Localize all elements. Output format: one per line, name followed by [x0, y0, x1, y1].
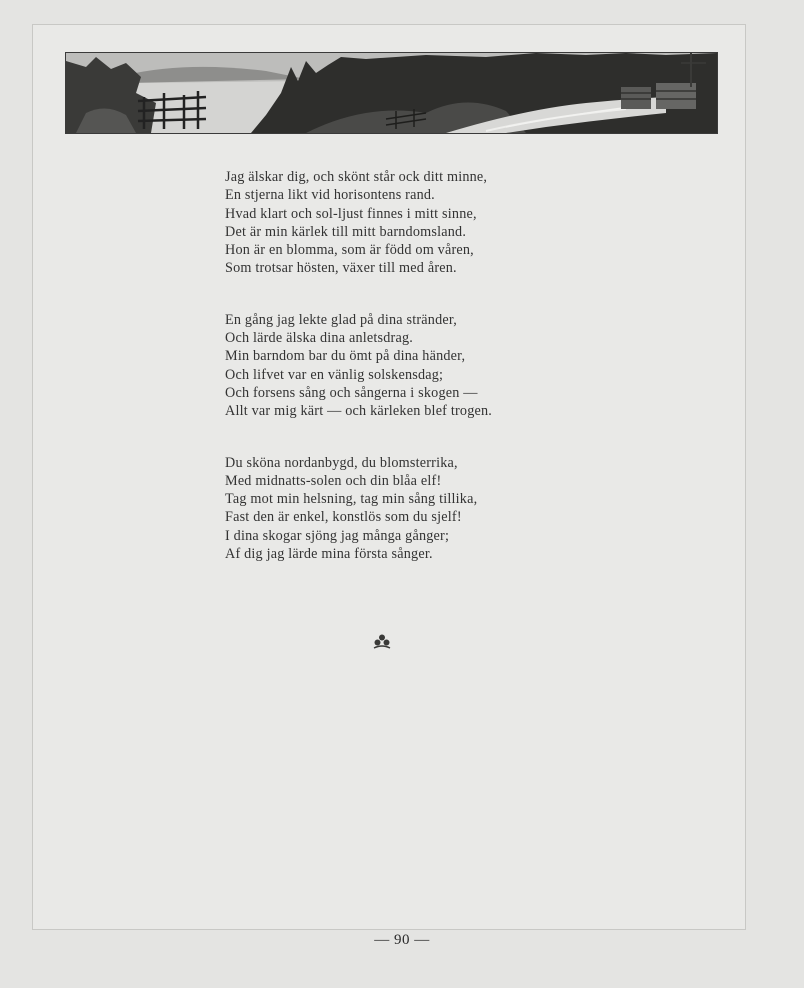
- poem-line: I dina skogar sjöng jag många gånger;: [225, 527, 450, 544]
- poem-line: Hvad klart och sol-ljust finnes i mitt sinne,: [225, 205, 477, 222]
- poem-line: Hon är en blomma, som är född om våren,: [225, 242, 474, 259]
- poem-line: Du sköna nordanbygd, du blomsterrika,: [225, 454, 458, 471]
- poem-line: En gång jag lekte glad på dina stränder,: [225, 311, 457, 328]
- page-number: — 90 —: [374, 932, 430, 948]
- poem-line: Och lifvet var en vänlig solskensdag;: [225, 366, 444, 383]
- stanza-1: [225, 168, 585, 278]
- stanza-2: [225, 311, 585, 421]
- clover-ornament-icon: [372, 633, 392, 651]
- poem-line: Som trotsar hösten, växer till med åren.: [225, 260, 457, 277]
- poem-line: Min barndom bar du ömt på dina händer,: [225, 348, 466, 365]
- poem-line: Det är min kärlek till mitt barndomsland.: [225, 223, 467, 240]
- header-illustration: [65, 52, 718, 134]
- stanza-3: [225, 454, 585, 564]
- poem: [225, 168, 585, 596]
- landscape-illustration-icon: [66, 53, 717, 133]
- poem-line: Och lärde älska dina anletsdrag.: [225, 330, 414, 347]
- poem-line: Med midnatts-solen och din blåa elf!: [225, 472, 442, 489]
- poem-line: Jag älskar dig, och skönt står ock ditt minne,: [225, 169, 488, 185]
- poem-line: Tag mot min helsning, tag min sång tillika,: [225, 491, 478, 508]
- poem-line: Och forsens sång och sångerna i skogen —: [225, 384, 478, 401]
- poem-line: Af dig jag lärde mina första sånger.: [225, 546, 433, 563]
- poem-line: Allt var mig kärt — och kärleken blef trogen.: [225, 403, 493, 420]
- poem-line: Fast den är enkel, konstlös som du sjelf!: [225, 509, 462, 526]
- poem-line: En stjerna likt vid horisontens rand.: [225, 187, 435, 204]
